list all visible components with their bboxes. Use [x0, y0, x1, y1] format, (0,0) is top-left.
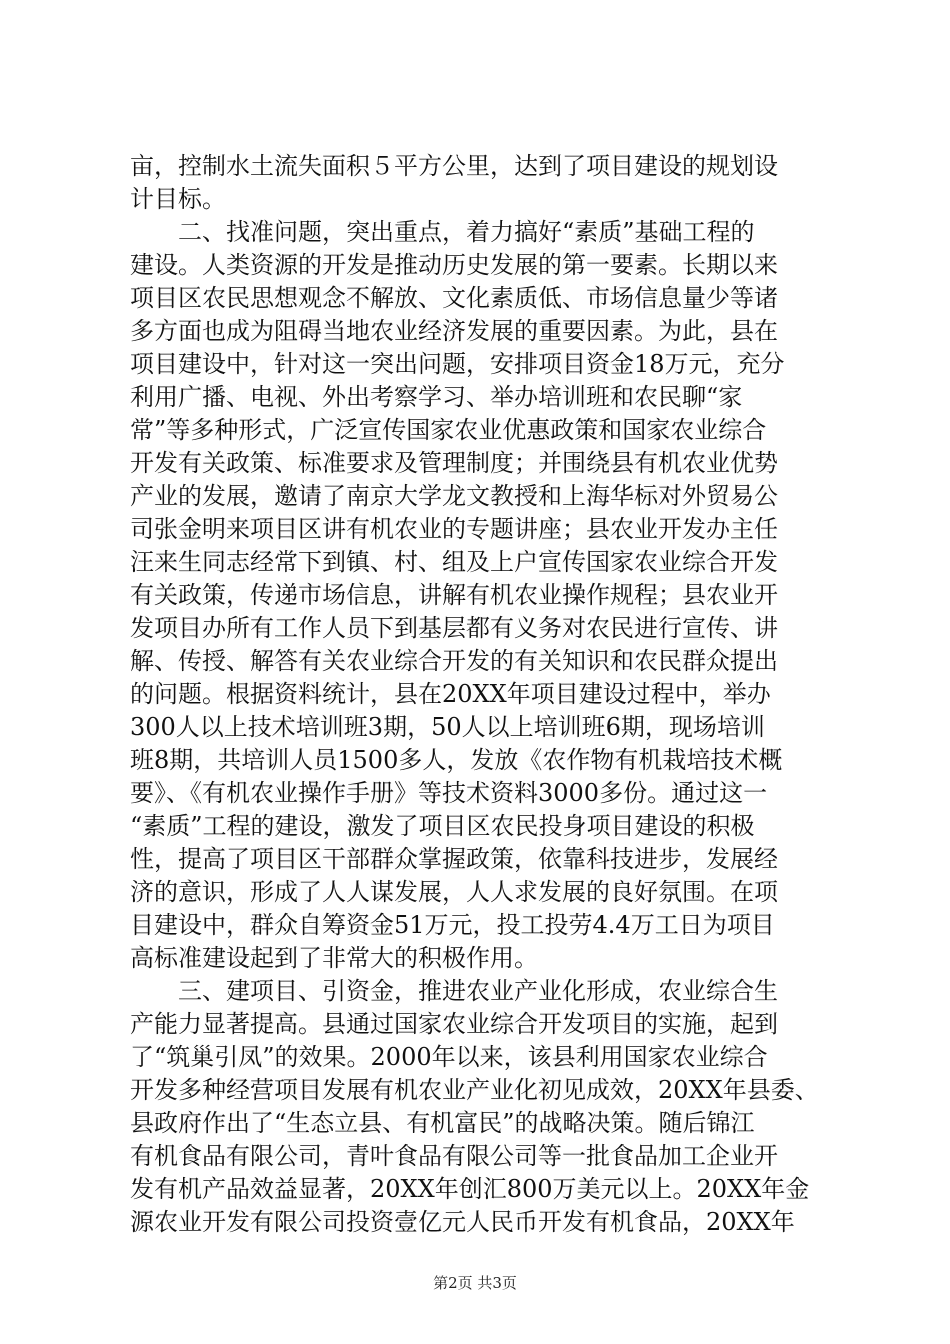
text-line: 常”等多种形式，广泛宣传国家农业优惠政策和国家农业综合 — [130, 416, 767, 444]
text-line: 多方面也成为阻碍当地农业经济发展的重要因素。为此，县在 — [130, 317, 778, 345]
text-line: 项目区农民思想观念不解放、文化素质低、市场信息量少等诸 — [130, 284, 778, 312]
text-line: 300人以上技术培训班3期，50人以上培训班6期，现场培训 — [130, 713, 765, 741]
text-line: 亩，控制水土流失面积５平方公里，达到了项目建设的规划设 — [130, 152, 778, 180]
text-line: 开发有关政策、标准要求及管理制度；并围绕县有机农业优势 — [130, 449, 778, 477]
text-line: 利用广播、电视、外出考察学习、举办培训班和农民聊“家 — [130, 383, 743, 411]
text-line: 产能力显著提高。县通过国家农业综合开发项目的实施，起到 — [130, 1010, 778, 1038]
text-line: 班8期，共培训人员1500多人，发放《农作物有机栽培技术概 — [130, 746, 783, 774]
text-line: 产业的发展，邀请了南京大学龙文教授和上海华标对外贸易公 — [130, 482, 778, 510]
text-line: 目建设中，群众自筹资金51万元，投工投劳4.4万工日为项目 — [130, 911, 775, 939]
text-line: 计目标。 — [130, 185, 226, 213]
text-line: 项目建设中，针对这一突出问题，安排项目资金18万元，充分 — [130, 350, 785, 378]
text-line: 县政府作出了“生态立县、有机富民”的战略决策。随后锦江 — [130, 1109, 755, 1137]
text-line: 开发多种经营项目发展有机农业产业化初见成效，20XX年县委、 — [130, 1076, 819, 1104]
text-line: 济的意识，形成了人人谋发展，人人求发展的良好氛围。在项 — [130, 878, 778, 906]
text-line: 要》、《有机农业操作手册》等技术资料3000多份。通过这一 — [130, 779, 768, 807]
text-line: 的问题。根据资料统计，县在20XX年项目建设过程中，举办 — [130, 680, 771, 708]
text-line: 有关政策，传递市场信息，讲解有机农业操作规程；县农业开 — [130, 581, 778, 609]
text-line: 建设。人类资源的开发是推动历史发展的第一要素。长期以来 — [130, 251, 778, 279]
text-line: 解、传授、解答有关农业综合开发的有关知识和农民群众提出 — [130, 647, 778, 675]
text-line: 三、建项目、引资金，推进农业产业化形成，农业综合生 — [130, 977, 778, 1005]
text-line: 汪来生同志经常下到镇、村、组及上户宣传国家农业综合开发 — [130, 548, 778, 576]
text-line: 源农业开发有限公司投资壹亿元人民币开发有机食品，20XX年 — [130, 1208, 795, 1236]
text-line: 二、找准问题，突出重点，着力搞好“素质”基础工程的 — [130, 218, 755, 246]
text-line: 高标准建设起到了非常大的积极作用。 — [130, 944, 538, 972]
text-line: 了“筑巢引凤”的效果。2000年以来，该县利用国家农业综合 — [130, 1043, 768, 1071]
page-number-footer: 第2页 共3页 — [433, 1274, 517, 1292]
text-line: “素质”工程的建设，激发了项目区农民投身项目建设的积极 — [130, 812, 755, 840]
text-line: 发有机产品效益显著，20XX年创汇800万美元以上。20XX年金 — [130, 1175, 810, 1203]
text-line: 有机食品有限公司，青叶食品有限公司等一批食品加工企业开 — [130, 1142, 778, 1170]
text-line: 性，提高了项目区干部群众掌握政策，依靠科技进步，发展经 — [130, 845, 778, 873]
document-body — [130, 150, 830, 1239]
text-line: 司张金明来项目区讲有机农业的专题讲座；县农业开发办主任 — [130, 515, 778, 543]
text-line: 发项目办所有工作人员下到基层都有义务对农民进行宣传、讲 — [130, 614, 778, 642]
